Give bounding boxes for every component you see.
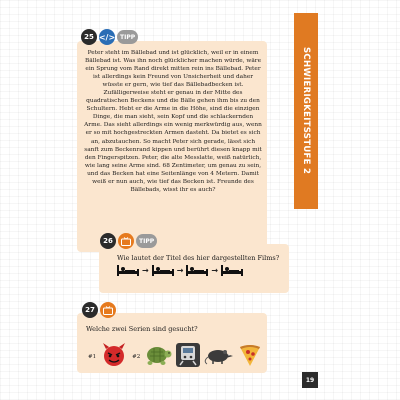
item-2-label: #2 — [132, 354, 141, 360]
pizza-icon — [238, 343, 262, 371]
arrow-right-icon: → — [176, 266, 184, 275]
arrow-right-icon: → — [142, 266, 149, 275]
arrow-right-icon: → — [211, 266, 219, 275]
tip-badge: TIPP — [136, 234, 157, 248]
bed-icon — [221, 265, 243, 276]
puzzle-25-badges — [81, 29, 138, 45]
bed-icon — [152, 265, 174, 276]
puzzle-number-badge: 26 — [100, 233, 116, 249]
item-1-label: #1 — [88, 354, 97, 360]
tip-badge: TIPP — [117, 30, 138, 44]
devil-face-icon — [100, 343, 128, 371]
difficulty-side-tab — [294, 13, 318, 209]
puzzle-27-icon-row — [88, 343, 262, 371]
puzzle-26-question: Wie lautet der Titel des hier dargestellten Films? — [117, 254, 280, 262]
tv-icon — [100, 302, 116, 318]
puzzle-27-badges — [82, 302, 116, 318]
code-icon: </> — [99, 29, 115, 45]
bed-icon — [117, 265, 139, 276]
puzzle-26-icon-sequence — [117, 265, 243, 276]
turtle-icon — [144, 344, 172, 370]
puzzle-number-badge: 27 — [82, 302, 98, 318]
rat-icon — [204, 345, 234, 369]
puzzle-25-text: Peter steht im Bällebad und ist glücklich, weil er in einem Bällebad ist. Was ihn noch glücklicher machen würde, wäre ein Sprung vom Rand direkt mitten rein ins Bällebad. Peter ist allerdings kein Freund von Unsicherheit und daher wüsste er gern, wie tief das Bällebadbecken ist. Zufälligerweise steht er genau in der Mitte des quadratischen Beckens und die Bälle gehen ihm bis zu den Schultern. Hebt er die Arme in die Höhe, sind die einzigen Dinge, die man sieht, sein Kopf und die schlackernden Arme. Das sieht allerdings ein wenig merkwürdig aus, wenn er so mit hochgestreckten Armen dasteht. Da bietet es sich an, abzutauchen. So macht Peter sich gerade, lässt sich sanft zum Beckenrand kippen und berührt diesen knapp mit den Fingerspitzen. Peter, die alte Messlatte, weiß natürlich, wie lang seine Arme sind. 68 Zentimeter, um genau zu sein, und das Becken hat eine Seitenlänge von 4 Metern. Damit weiß er nun auch, wie tief das Becken ist. Freunde des Bällebads, wisst ihr es auch? — [84, 50, 262, 193]
bed-icon — [186, 265, 208, 276]
page-number: 19 — [302, 372, 318, 388]
tv-icon — [118, 233, 134, 249]
puzzle-number-badge: 25 — [81, 29, 97, 45]
puzzle-26-badges — [100, 233, 157, 249]
subway-icon — [176, 343, 200, 371]
difficulty-label: SCHWIERIGKEITSSTUFE 2 — [301, 47, 311, 175]
puzzle-27-question: Welche zwei Serien sind gesucht? — [86, 325, 198, 333]
